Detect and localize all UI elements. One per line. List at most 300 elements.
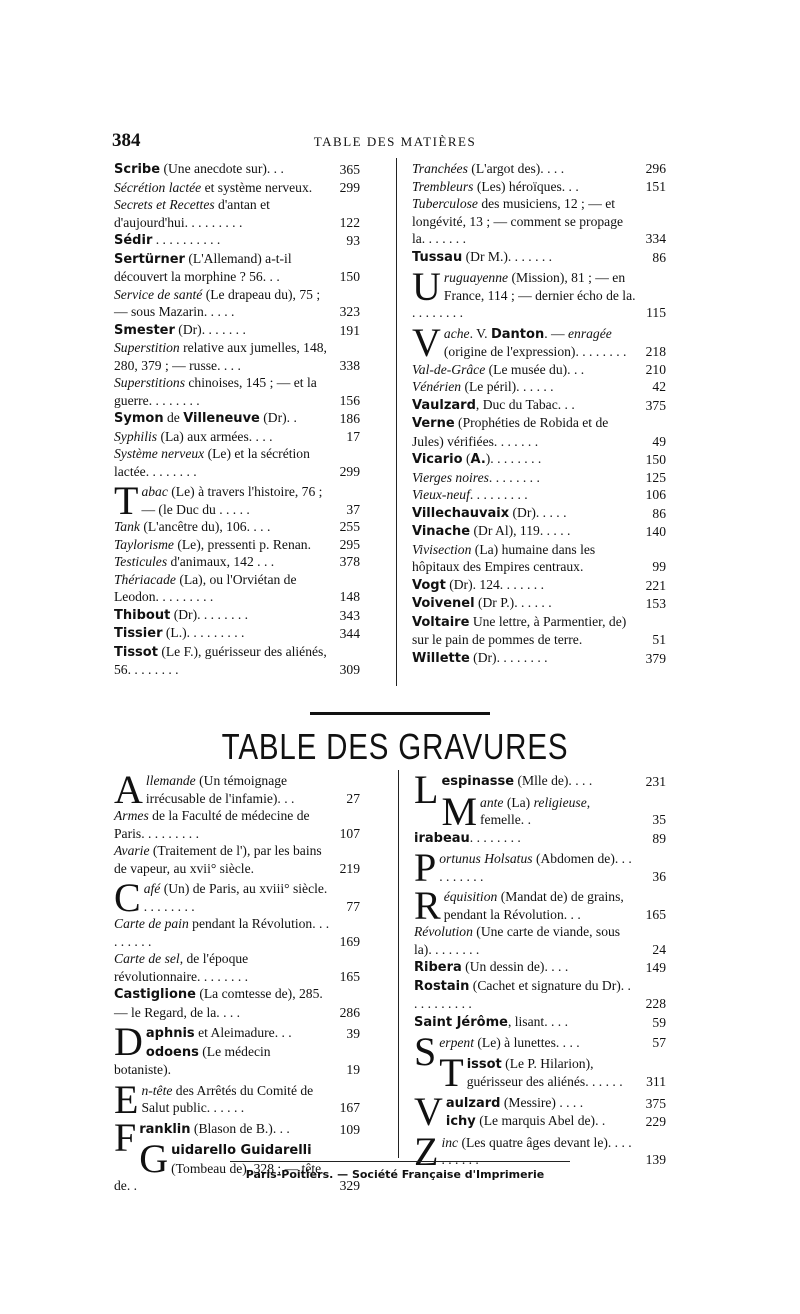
entry-fragment: (Le drapeau du), 75 ; — sous Mazarin. . . . . [114,286,321,319]
entry-fragment: et système nerveux. [201,179,313,195]
entry-fragment: (Mission), 81 ; — en France, 114 ; — dernier écho de la. . . . . . . . . [412,270,636,320]
entry-fragment: (Dr Al), 119. . . . . [470,523,571,538]
index-entry [412,576,666,595]
entry-fragment: des musiciens, 12 ; — et longévité, 13 ; — comment se propage la. . . . . . . [412,196,624,246]
page-reference: 221 [643,577,666,595]
drop-initial: V [412,319,441,365]
entry-fragment: (Un) de Paris, au xviii° siècle. . . . . . . . . [143,881,328,914]
entry-text [414,883,666,928]
entry-text [114,518,360,536]
index-entry [414,923,666,958]
entry-keyword: irabeau [414,830,470,846]
entry-text [114,1043,360,1079]
entry-text [114,767,360,812]
entry-fragment: des Arrêtés du Comité de Salut public. . . . . . [141,1082,314,1115]
page-reference: 86 [649,505,666,523]
index-entry [412,613,666,649]
entry-keyword: Sertürner [114,251,185,267]
page-reference: 42 [649,378,666,396]
entry-fragment: (Une anecdote sur). . . [160,161,284,176]
entry-fragment: , Duc du Tabac. . . [475,396,575,412]
index-entry [114,518,360,536]
entry-fragment: et Aleimadure. . . [194,1025,292,1040]
page-reference: 122 [337,214,360,232]
index-entry [114,478,360,523]
entry-keyword: Vinache [412,524,471,539]
page-reference: 36 [649,868,666,886]
page-reference: 169 [337,933,360,951]
entry-fragment: (Le médecin botaniste). [114,1043,271,1077]
index-entry [114,553,360,571]
entry-fragment: (L.). . . . . . . . . [162,625,245,640]
entry-fragment: d'animaux, 142 . . . [167,554,275,569]
index-entry [412,541,666,576]
entry-text [414,829,666,848]
entry-keyword: Vicario [412,452,463,467]
index-entry [114,321,360,340]
page-reference: 115 [643,304,666,322]
index-entry [114,250,360,286]
drop-initial: E [114,1076,139,1122]
entry-fragment: . . . . . . . . . [469,487,528,502]
entry-keyword: Villechauvaix [412,505,510,521]
page-reference: 299 [337,179,360,197]
index-entry [114,179,360,197]
entry-text [114,231,360,250]
page-reference: 299 [337,463,360,481]
entry-fragment: Syphilis [114,428,158,444]
index-entry [414,1013,666,1032]
page-reference: 323 [337,303,360,321]
page-reference: 89 [649,830,666,848]
entry-text [414,923,666,958]
entry-fragment: Val-de-Grâce [412,361,486,377]
entry-keyword: Castiglione [114,987,196,1002]
entry-fragment: chinoises, 145 ; — et la guerre. . . . . . . . [114,375,317,408]
entry-fragment: Secrets et Recettes [114,197,215,212]
entry-fragment: Testicules [114,554,168,569]
index-entry [114,807,360,842]
entry-text [412,396,666,415]
index-entry [412,160,666,178]
entry-fragment: (Une carte de viande, sous la). . . . . . . . [414,924,621,957]
index-entry [114,1076,360,1122]
entry-fragment: afé [143,881,161,896]
entry-text [114,875,360,920]
page-reference: 311 [643,1073,666,1091]
drop-initial: F [114,1114,137,1160]
index-entry [114,428,360,446]
index-entry [412,522,666,541]
entry-text [414,788,666,834]
entry-text [414,1112,666,1131]
page-reference: 191 [337,322,360,340]
page-reference: 37 [343,501,360,519]
index-entry [412,469,666,487]
entry-keyword: Voltaire [412,614,470,630]
entry-text [114,286,360,321]
entry-fragment: Trembleurs [412,178,474,194]
entry-fragment: (Le P. Hilarion), guérisseur des aliénés. . . . . . [466,1055,623,1089]
entry-fragment: (Cachet et signature du Dr). . . . . . . . . . . [414,977,631,1011]
entry-fragment: (Le marquis Abel de). . [475,1113,606,1128]
drop-initial: G [139,1136,169,1181]
entry-fragment: Carte de pain [114,916,189,931]
entry-keyword: Willette [412,650,470,666]
entry-keyword: Danton [490,326,545,342]
index-entry [414,1112,666,1131]
entry-fragment: Service de santé [114,286,203,302]
entry-fragment: (L'argot des). . . . [467,161,565,176]
page-reference: 93 [343,232,360,250]
entry-text [114,339,360,374]
entry-fragment: pendant la Révolution. . . . . . . . . [114,916,330,949]
page-reference: 286 [337,1004,360,1022]
page-reference: 165 [337,968,360,986]
entry-text [412,319,666,365]
entry-keyword: Symon [114,411,164,426]
page-header [112,130,678,154]
page-reference: 365 [337,161,360,179]
page-reference: 165 [643,906,666,924]
entry-fragment: (Le F.), guérisseur des aliénés, 56. . . . . . . . [114,643,327,677]
page-reference: 35 [649,811,666,829]
entry-text [114,179,360,197]
entry-fragment: d'antan et d'aujourd'hui. . . . . . . . . [114,197,270,230]
entry-fragment: (Dr M.). . . . . . . [462,248,553,264]
entry-keyword: Rostain [414,978,470,994]
entry-keyword: Thibout [114,607,171,623]
page-reference: 125 [643,469,666,487]
index-entry [414,788,666,834]
gravures-column-right [414,767,666,1174]
page-reference: 51 [649,631,666,649]
page-reference: 186 [337,410,360,428]
page-reference: 17 [343,428,360,446]
page-reference: 231 [643,773,666,791]
entry-keyword: Scribe [114,162,161,177]
entry-text [414,977,666,1013]
page-reference: 59 [649,1014,666,1032]
page-reference: 343 [337,607,360,625]
page-reference: 375 [643,397,666,415]
entry-text [114,250,360,286]
drop-initial: Z [414,1128,439,1174]
footer-rule [230,1161,570,1162]
entry-fragment: (Mandat de) de grains, pendant la Révolution. . . [443,889,624,922]
entry-keyword: Vogt [412,577,446,593]
index-entry [114,875,360,920]
page-reference: 107 [337,825,360,843]
index-entry [412,264,666,322]
entry-keyword: Tussau [412,249,463,265]
index-entry [412,450,666,469]
entry-fragment: Thériacade [114,571,176,587]
entry-fragment: (Dr). . . . . . . [174,321,246,337]
index-entry [414,883,666,928]
entry-text [114,1076,360,1122]
entry-keyword: odoens [145,1044,199,1060]
entry-fragment: n-tête [141,1082,173,1098]
page-reference: 153 [643,595,666,613]
entry-text [412,522,666,541]
entry-text [412,248,666,267]
drop-initial: D [114,1019,143,1064]
page-reference: 77 [343,898,360,916]
entry-text [114,428,360,446]
entry-keyword: Tissot [114,644,158,660]
entry-fragment: (Abdomen de). . . . . . . . . . [439,851,632,884]
entry-fragment: llemande [145,773,196,788]
index-entry [412,195,666,248]
page-reference: 148 [337,588,360,606]
index-entry [114,842,360,877]
page-reference: 39 [343,1025,360,1043]
entry-fragment: (Le musée du). . . [485,361,585,377]
page-reference: 334 [643,230,666,248]
index-entry [114,536,360,554]
entry-fragment: (La), ou l'Orviétan de Leodon. . . . . . . . . [114,571,297,604]
index-entry [114,985,360,1021]
entry-text [114,160,360,179]
entry-keyword: Sédir [114,233,153,248]
entry-fragment: . V. [469,325,491,341]
entry-fragment: (Dr P.). . . . . . [474,595,552,610]
entry-fragment: (Dr). . [259,410,297,425]
entry-text [114,196,360,231]
page-reference: 296 [643,160,666,178]
index-entry [412,378,666,396]
entry-keyword: Voivenel [412,596,475,611]
printer-imprint: Paris-Poitiers. — Société Française d'Imprimerie [245,1168,545,1181]
drop-initial: S [414,1029,437,1074]
index-entry [414,958,666,977]
entry-keyword: Smester [114,322,175,338]
entry-fragment: Tuberculose [412,196,478,211]
entry-fragment: abac [141,484,168,499]
entry-fragment: (Le) et la sécrétion lactée. . . . . . . . [114,446,310,479]
entry-text [412,160,666,178]
page-reference: 150 [337,268,360,286]
page-reference: 139 [643,1151,666,1169]
entry-text [114,445,360,480]
entry-text [114,409,360,428]
entry-fragment: (Le péril). . . . . . [461,379,554,394]
running-title: TABLE DES MATIÈRES [313,134,477,149]
page-reference: 210 [643,361,666,379]
entry-text [412,541,666,576]
index-entry [414,845,666,890]
entry-text [412,486,666,504]
index-entry [114,767,360,812]
entry-text [412,594,666,613]
entry-fragment: de [163,410,184,425]
drop-initial: T [114,478,139,523]
entry-text [412,414,666,450]
entry-text [114,807,360,842]
entry-fragment: Avarie [114,843,150,858]
entry-keyword: Ribera [414,960,462,975]
entry-fragment: (Un dessin de). . . . [461,959,569,974]
entry-fragment: . . . . . . . . [469,829,521,845]
entry-keyword: issot [466,1056,502,1072]
page-reference: 151 [643,178,666,196]
entry-keyword: Villeneuve [183,411,260,426]
entry-keyword: aulzard [445,1095,501,1111]
index-entry [412,594,666,613]
entry-keyword: espinasse [441,774,515,789]
page-reference: 150 [643,451,666,469]
entry-keyword: ichy [445,1114,476,1129]
index-entry [412,486,666,504]
index-entry [414,977,666,1013]
entry-fragment: Vénérien [412,379,462,394]
entry-text [414,1049,666,1095]
index-entry [114,571,360,606]
entry-text [114,624,360,643]
index-entry [412,396,666,415]
index-entry [412,361,666,379]
entry-fragment: équisition [443,889,498,904]
page-reference: 255 [337,518,360,536]
page-reference: 228 [643,995,666,1013]
entry-text [114,643,360,679]
page-reference: 49 [649,433,666,451]
section-title: TABLE DES GRAVURES [221,726,569,767]
page-reference: 329 [337,1177,360,1195]
entry-fragment: (La) humaine dans les hôpitaux des Empires centraux. [412,541,596,574]
entry-fragment: Vivisection [412,541,472,557]
page-reference: 156 [337,392,360,410]
drop-initial: T [439,1049,464,1095]
entry-fragment: Superstition [114,340,180,355]
column-divider [396,158,397,686]
index-entry [414,1049,666,1095]
entry-fragment: Tranchées [412,161,468,176]
entry-fragment: Carte de sel [114,951,180,966]
entry-keyword: Vaulzard [412,397,476,413]
gravures-column-left [114,767,360,1195]
entry-keyword: uidarello Guidarelli [171,1143,312,1158]
entry-fragment: (Prophéties de Robida et de Jules) vérifiées. . . . . . . [412,415,609,449]
entry-fragment: ). . . . . . . . [485,451,542,466]
entry-fragment: (Dr). . . . . . . . [469,649,548,665]
entry-fragment: . . . . . . . . . . [152,232,221,247]
page-reference: 106 [643,486,666,504]
entry-fragment: (La comtesse de), 285. — le Regard, de la. . . . [114,986,323,1020]
entry-fragment: Vierges noires [412,469,489,485]
entry-fragment: (La) [503,794,534,810]
drop-initial: R [414,883,441,928]
index-entry [114,160,360,179]
entry-fragment: (Les quatre âges devant le). . . . . . . . . . [441,1134,632,1167]
index-entry [414,1128,666,1174]
entry-keyword: A. [470,452,486,467]
entry-text [414,1128,666,1174]
index-entry [114,231,360,250]
entry-text [114,478,360,523]
entry-text [412,469,666,487]
entry-fragment: Système nerveux [114,446,205,461]
entry-text [114,985,360,1021]
entry-fragment: Armes [114,808,149,823]
index-entry [412,649,666,668]
entry-text [114,536,360,554]
page-reference: 149 [643,959,666,977]
page-reference: 378 [337,553,360,571]
section-rule [310,712,490,715]
entry-fragment: Révolution [414,924,473,939]
entry-fragment: enragée [568,325,612,341]
entry-fragment: Sécrétion lactée [114,179,202,195]
index-entry [114,286,360,321]
entry-text [114,842,360,877]
index-entry [114,643,360,679]
drop-initial: U [412,264,441,309]
drop-initial: V [414,1088,443,1134]
entry-text [114,915,360,950]
entry-fragment: Une lettre, à Parmentier, de) sur le pain de pommes de terre. [412,613,627,647]
entry-keyword: ranklin [139,1121,191,1137]
entry-fragment: . . . . . . . . [488,469,540,485]
entry-fragment: (Un témoignage irrécusable de l'infamie). . . [145,773,295,806]
entry-text [114,374,360,409]
index-entry [114,1043,360,1079]
entry-fragment: (Mlle de). . . . [514,773,593,788]
entry-fragment: (Tombeau de). 328 ; — tête de. . [114,1160,322,1193]
entry-fragment: inc [441,1134,459,1150]
entry-fragment: (L'ancêtre du), 106. . . . [139,519,271,534]
page-reference: 19 [343,1061,360,1079]
entry-fragment: (Dr). 124. . . . . . . [445,576,544,592]
entry-keyword: aphnis [145,1026,195,1041]
entry-text [412,613,666,649]
entry-fragment: , de l'époque révolutionnaire. . . . . . . . [114,951,249,984]
drop-initial: M [441,788,478,834]
page-reference: 229 [643,1113,666,1131]
index-entry [412,178,666,196]
entry-text [412,649,666,668]
drop-initial: C [114,875,141,920]
entry-text [412,378,666,396]
entry-text [412,504,666,523]
column-divider [398,770,399,1158]
page-reference: 344 [337,625,360,643]
entry-fragment: (Traitement de l'), par les bains de vapeur, au xvii° siècle. [114,843,322,876]
index-entry [114,339,360,374]
index-entry [114,950,360,985]
index-column-right [412,160,666,667]
entry-text [114,571,360,606]
entry-text [412,178,666,196]
entry-text [114,553,360,571]
page-reference: 295 [337,536,360,554]
entry-fragment: (Messire) . . . . [500,1094,584,1110]
entry-fragment: ortunus Holsatus [439,851,533,866]
entry-fragment: Tank [114,519,140,534]
page-reference: 338 [337,357,360,375]
entry-fragment: Superstitions [114,375,185,390]
entry-fragment: ruguayenne [443,270,509,285]
entry-fragment: (Les) héroïques. . . [473,178,579,194]
entry-text [414,958,666,977]
entry-fragment: ( [462,451,471,466]
entry-fragment: ante [480,794,504,810]
entry-fragment: ache [443,325,470,341]
entry-text [412,195,666,248]
page-number: 384 [112,130,141,151]
entry-fragment: Taylorisme [114,536,174,552]
